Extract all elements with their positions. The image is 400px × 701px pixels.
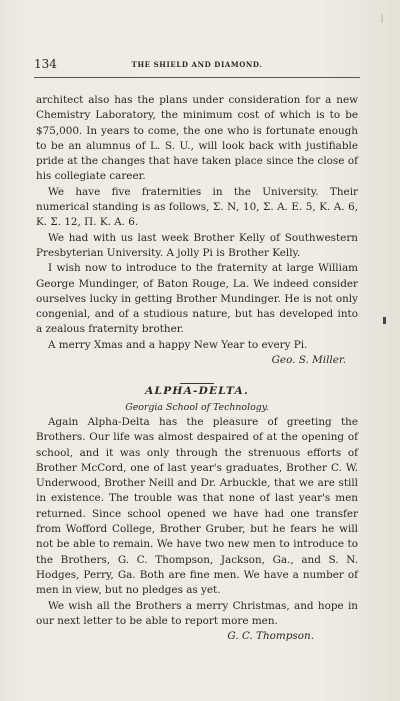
running-title: THE SHIELD AND DIAMOND. xyxy=(131,60,263,69)
page-number: 134 xyxy=(34,57,57,71)
paragraph-greeting: A merry Xmas and a happy New Year to every Pi. xyxy=(48,338,308,351)
paragraph-chapter-report: Again Alpha-Delta has the pleasure of greeting the Brothers. Our life was almost despaired of at the opening of school, and it was only through the strenuous efforts of Brother McCord, one of last year's graduates, Brother C. W. Underwood, Brother Neill and Dr. Arbuckle, that we are still in existence. The trouble was that none of last year's men returned. Since school opened we have had one transfer from Wofford College, Brother Gruber, but he fears he will not be able to remain. We have two new men to introduce to the Brothers, G. C. Thompson, Jackson, Ga., and S. N. Hodges, Perry, Ga. Both are fine men. We have a number of men in view, but no pledges as yet. xyxy=(36,415,358,597)
header-rule xyxy=(34,77,360,78)
page-body xyxy=(36,93,358,644)
paragraph-closing: We wish all the Brothers a merry Christmas, and hope in our next letter to be able to report more men. xyxy=(36,599,358,627)
paragraph-introduction: I wish now to introduce to the fraternity at large William George Mundinger, of Baton Rouge, La. We indeed consider ourselves lucky in getting Brother Mundinger. He is not only congenial, and of a studious nature, but has developed into a zealous fraternity brother. xyxy=(36,262,358,336)
paragraph-continued: architect also has the plans under consideration for a new Chemistry Laboratory, the minimum cost of which is to be $75,000. In years to come, the one who is fortunate enough to be an alumnus of L. S. U., will look back with justifiable pride at the changes that have taken place since the close of his collegiate career. xyxy=(36,94,358,183)
paragraph-visitor: We had with us last week Brother Kelly of Southwestern Presbyterian University. A jolly Pi is Brother Kelly. xyxy=(36,231,358,259)
scan-mark xyxy=(381,14,383,23)
paragraph-fraternities: We have five fraternities in the University. Their numerical standing is as follows, Σ. Ν, 10, Σ. Α. Ε. 5, Κ. Α. 6, Κ. Σ. 12, Π. Κ. Α. 6. xyxy=(36,185,358,229)
signature: G. C. Thompson. xyxy=(227,630,314,643)
margin-mark xyxy=(383,317,386,324)
school-name: Georgia School of Technology. xyxy=(125,401,269,413)
chapter-heading: ALPHA-DELTA. xyxy=(145,385,249,398)
signature: Geo. S. Miller. xyxy=(271,354,346,367)
